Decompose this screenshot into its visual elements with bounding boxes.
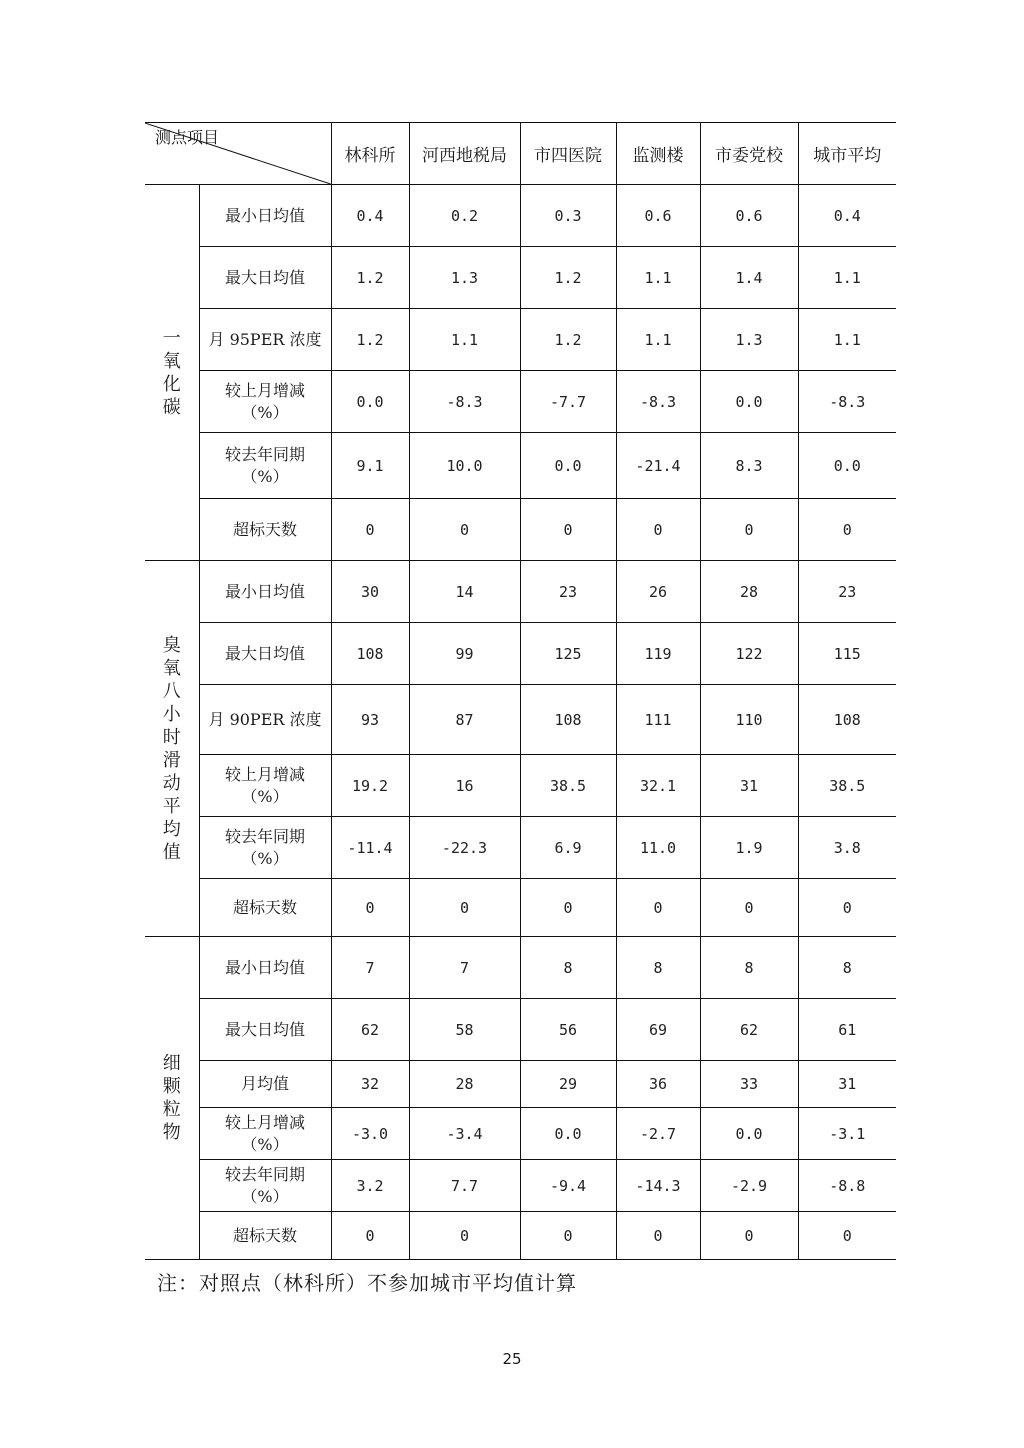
value-cell: 87 — [409, 685, 520, 755]
value-cell: 11.0 — [616, 817, 700, 879]
metric-label — [199, 937, 331, 999]
value-cell: 0 — [616, 499, 700, 561]
metric-label-line: 最小日均值 — [224, 957, 305, 977]
pollutant-group-label — [145, 185, 199, 561]
value-cell: 1.1 — [798, 247, 896, 309]
metric-label — [199, 499, 331, 561]
metric-label-line: （%） — [241, 1186, 289, 1206]
metric-label-line: 较去年同期 — [224, 826, 305, 846]
metric-label — [199, 1061, 331, 1108]
table-row — [145, 999, 896, 1061]
metric-label-line: 最大日均值 — [224, 267, 305, 287]
value-cell: 0 — [409, 499, 520, 561]
value-cell: 3.2 — [331, 1160, 409, 1212]
metric-label-line: 最小日均值 — [224, 581, 305, 601]
station-header: 林科所 — [331, 123, 409, 185]
table-row — [145, 185, 896, 247]
value-cell: 0.0 — [331, 371, 409, 433]
value-cell: 26 — [616, 561, 700, 623]
table-row — [145, 561, 896, 623]
value-cell: -8.3 — [409, 371, 520, 433]
value-cell: 1.1 — [616, 309, 700, 371]
station-header: 监测楼 — [616, 123, 700, 185]
metric-label — [199, 371, 331, 433]
value-cell: 28 — [700, 561, 798, 623]
value-cell: 0.0 — [700, 1108, 798, 1160]
metric-label-line: 较上月增减 — [224, 380, 305, 400]
value-cell: 0.4 — [798, 185, 896, 247]
value-cell: -8.3 — [616, 371, 700, 433]
value-cell: 0 — [798, 1212, 896, 1260]
value-cell: 0 — [409, 1212, 520, 1260]
value-cell: 0.0 — [798, 433, 896, 499]
metric-label-line: （%） — [241, 786, 289, 806]
metric-label-line: 较去年同期 — [224, 1164, 305, 1184]
value-cell: 99 — [409, 623, 520, 685]
value-cell: 110 — [700, 685, 798, 755]
table-row — [145, 685, 896, 755]
value-cell: 119 — [616, 623, 700, 685]
metric-label — [199, 1212, 331, 1260]
header-row — [145, 123, 896, 185]
table-row — [145, 755, 896, 817]
metric-label-line: 超标天数 — [232, 897, 297, 917]
table-row — [145, 247, 896, 309]
metric-label — [199, 999, 331, 1061]
metric-label — [199, 561, 331, 623]
station-header: 市委党校 — [700, 123, 798, 185]
value-cell: 16 — [409, 755, 520, 817]
metric-label — [199, 685, 331, 755]
value-cell: 108 — [798, 685, 896, 755]
table-row — [145, 433, 896, 499]
value-cell: 108 — [520, 685, 616, 755]
value-cell: 38.5 — [798, 755, 896, 817]
group-name: 细颗粒物 — [162, 1053, 181, 1143]
value-cell: 0.3 — [520, 185, 616, 247]
value-cell: 115 — [798, 623, 896, 685]
value-cell: 1.1 — [616, 247, 700, 309]
corner-label: 测点项目 — [155, 128, 220, 147]
metric-label — [199, 185, 331, 247]
value-cell: 31 — [700, 755, 798, 817]
value-cell: 61 — [798, 999, 896, 1061]
station-header: 城市平均 — [798, 123, 896, 185]
table-row — [145, 1212, 896, 1260]
value-cell: 23 — [520, 561, 616, 623]
table-row — [145, 499, 896, 561]
metric-label — [199, 623, 331, 685]
value-cell: 0 — [700, 499, 798, 561]
value-cell: 0 — [798, 499, 896, 561]
value-cell: -3.4 — [409, 1108, 520, 1160]
value-cell: 3.8 — [798, 817, 896, 879]
metric-label-line: 超标天数 — [232, 519, 297, 539]
value-cell: 1.3 — [700, 309, 798, 371]
value-cell: 1.2 — [331, 309, 409, 371]
value-cell: 0.0 — [700, 371, 798, 433]
metric-label-line: 最大日均值 — [224, 643, 305, 663]
value-cell: 28 — [409, 1061, 520, 1108]
value-cell: 1.9 — [700, 817, 798, 879]
value-cell: -8.8 — [798, 1160, 896, 1212]
metric-label — [199, 433, 331, 499]
value-cell: 32 — [331, 1061, 409, 1108]
value-cell: 0.0 — [520, 1108, 616, 1160]
metric-label-line: （%） — [241, 466, 289, 486]
value-cell: 93 — [331, 685, 409, 755]
table-row — [145, 937, 896, 999]
value-cell: 0.4 — [331, 185, 409, 247]
value-cell: 0 — [520, 1212, 616, 1260]
value-cell: 0 — [616, 1212, 700, 1260]
table-row — [145, 1108, 896, 1160]
value-cell: 1.3 — [409, 247, 520, 309]
group-name: 一氧化碳 — [162, 327, 181, 418]
value-cell: 8 — [616, 937, 700, 999]
station-header: 河西地税局 — [409, 123, 520, 185]
value-cell: 30 — [331, 561, 409, 623]
value-cell: 23 — [798, 561, 896, 623]
table-row — [145, 371, 896, 433]
value-cell: 62 — [331, 999, 409, 1061]
value-cell: 31 — [798, 1061, 896, 1108]
table-row — [145, 1061, 896, 1108]
value-cell: 29 — [520, 1061, 616, 1108]
value-cell: -3.1 — [798, 1108, 896, 1160]
metric-label-line: （%） — [241, 402, 289, 422]
station-header: 市四医院 — [520, 123, 616, 185]
value-cell: 6.9 — [520, 817, 616, 879]
value-cell: 1.4 — [700, 247, 798, 309]
value-cell: 0 — [331, 499, 409, 561]
table-row — [145, 817, 896, 879]
metric-label — [199, 817, 331, 879]
value-cell: 8.3 — [700, 433, 798, 499]
metric-label-line: 超标天数 — [232, 1225, 297, 1245]
table-row — [145, 879, 896, 937]
metric-label-line: 月 95PER 浓度 — [208, 329, 322, 349]
value-cell: 7 — [331, 937, 409, 999]
metric-label-line: （%） — [241, 848, 289, 868]
value-cell: 9.1 — [331, 433, 409, 499]
value-cell: 38.5 — [520, 755, 616, 817]
metric-label — [199, 247, 331, 309]
value-cell: 7 — [409, 937, 520, 999]
value-cell: -9.4 — [520, 1160, 616, 1212]
value-cell: 0.0 — [520, 433, 616, 499]
value-cell: 19.2 — [331, 755, 409, 817]
value-cell: 108 — [331, 623, 409, 685]
value-cell: 7.7 — [409, 1160, 520, 1212]
metric-label-line: 最大日均值 — [224, 1019, 305, 1039]
value-cell: 8 — [798, 937, 896, 999]
pollutant-group-label — [145, 561, 199, 937]
value-cell: 32.1 — [616, 755, 700, 817]
value-cell: -2.9 — [700, 1160, 798, 1212]
value-cell: 56 — [520, 999, 616, 1061]
value-cell: -7.7 — [520, 371, 616, 433]
table-row — [145, 309, 896, 371]
metric-label — [199, 879, 331, 937]
value-cell: -8.3 — [798, 371, 896, 433]
value-cell: 0 — [700, 1212, 798, 1260]
metric-label — [199, 309, 331, 371]
value-cell: 8 — [520, 937, 616, 999]
metric-label-line: 较上月增减 — [224, 1112, 305, 1132]
value-cell: 14 — [409, 561, 520, 623]
air-quality-table — [145, 122, 896, 1260]
value-cell: 10.0 — [409, 433, 520, 499]
value-cell: -11.4 — [331, 817, 409, 879]
value-cell: -21.4 — [616, 433, 700, 499]
value-cell: 0 — [331, 879, 409, 937]
value-cell: 58 — [409, 999, 520, 1061]
value-cell: 1.1 — [798, 309, 896, 371]
table-row — [145, 1160, 896, 1212]
value-cell: -2.7 — [616, 1108, 700, 1160]
value-cell: 0 — [798, 879, 896, 937]
value-cell: -22.3 — [409, 817, 520, 879]
page-number: 25 — [502, 1350, 522, 1368]
metric-label — [199, 755, 331, 817]
metric-label-line: （%） — [241, 1134, 289, 1154]
value-cell: 0 — [616, 879, 700, 937]
group-name: 臭氧八小时滑动平均值 — [162, 634, 181, 863]
value-cell: 1.2 — [331, 247, 409, 309]
value-cell: 8 — [700, 937, 798, 999]
metric-label-line: 月 90PER 浓度 — [208, 709, 322, 729]
value-cell: 0 — [520, 879, 616, 937]
value-cell: 62 — [700, 999, 798, 1061]
metric-label-line: 较去年同期 — [224, 444, 305, 464]
value-cell: -3.0 — [331, 1108, 409, 1160]
footnote: 注：对照点（林科所）不参加城市平均值计算 — [157, 1271, 577, 1295]
value-cell: 36 — [616, 1061, 700, 1108]
value-cell: 1.2 — [520, 309, 616, 371]
value-cell: 1.2 — [520, 247, 616, 309]
metric-label-line: 月均值 — [240, 1074, 289, 1093]
value-cell: 1.1 — [409, 309, 520, 371]
value-cell: 111 — [616, 685, 700, 755]
value-cell: 125 — [520, 623, 616, 685]
value-cell: 122 — [700, 623, 798, 685]
value-cell: 0 — [700, 879, 798, 937]
value-cell: 0 — [409, 879, 520, 937]
pollutant-group-label — [145, 937, 199, 1260]
metric-label — [199, 1108, 331, 1160]
value-cell: 69 — [616, 999, 700, 1061]
metric-label-line: 最小日均值 — [224, 205, 305, 225]
value-cell: 0 — [331, 1212, 409, 1260]
metric-label — [199, 1160, 331, 1212]
value-cell: 0.2 — [409, 185, 520, 247]
metric-label-line: 较上月增减 — [224, 764, 305, 784]
value-cell: 0.6 — [700, 185, 798, 247]
value-cell: -14.3 — [616, 1160, 700, 1212]
value-cell: 0.6 — [616, 185, 700, 247]
value-cell: 0 — [520, 499, 616, 561]
diagonal-header-cell — [145, 123, 331, 185]
value-cell: 33 — [700, 1061, 798, 1108]
table-row — [145, 623, 896, 685]
